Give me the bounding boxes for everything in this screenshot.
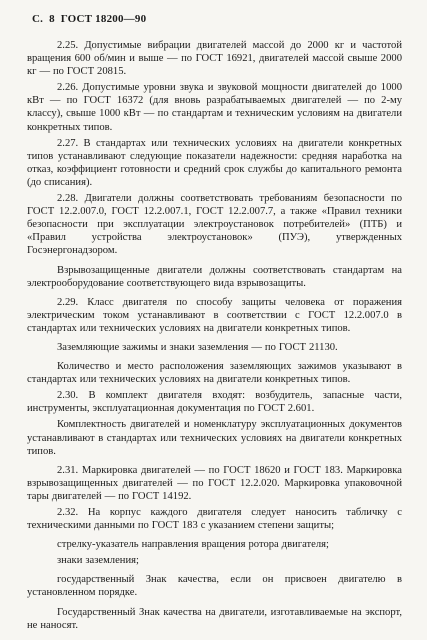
page-header: [32, 13, 402, 25]
document-page: [27, 13, 402, 635]
clause-2-26: 2.26. Допустимые уровни звука и звуковой мощности двигателей до 1000 кВт — по ГОСТ 16372 (для вновь разрабатываемых двигателей — по 2-му классу), свыше 1000 кВт — по стандартам и техническим условиям на двигатели конкретных типов.: [27, 82, 402, 133]
clause-2-30-completeness: Комплектность двигателей и номенклатуру эксплуатационных документов устанавливают в стандартах или технических условиях на двигатели конкретных типов.: [27, 419, 402, 457]
clause-2-32-export: Государственный Знак качества на двигатели, изготавливаемые на экспорт, не наносят.: [27, 606, 402, 631]
page-prefix: С.: [32, 13, 44, 25]
clause-2-29: 2.29. Класс двигателя по способу защиты человека от поражения электрическим током устанавливают в соответствии с ГОСТ 12.2.007.0 в стандартах или технических условиях на двигатели конкретных типов.: [27, 296, 402, 334]
clause-2-32-quality-mark: государственный Знак качества, если он присвоен двигателю в установленном порядке.: [27, 574, 402, 599]
clause-2-28-explosion-proof: Взрывозащищенные двигатели должны соответствовать стандартам на электрооборудование соответствующего вида взрывозащиты.: [27, 264, 402, 289]
clause-2-32: 2.32. На корпус каждого двигателя следует наносить табличку с техническими данными по ГОСТ 183 с указанием степени защиты;: [27, 507, 402, 532]
page-number: 8: [49, 13, 55, 25]
clause-2-30: 2.30. В комплект двигателя входят: возбудитель, запасные части, инструменты, эксплуатационная документация по ГОСТ 2.601.: [27, 390, 402, 415]
clause-2-32-grounding-signs: знаки заземления;: [57, 555, 139, 567]
clause-2-25: 2.25. Допустимые вибрации двигателей массой до 2000 кг и частотой вращения 600 об/мин и выше — по ГОСТ 16921, двигателей массой свыше 2000 кг — по ГОСТ 20815.: [27, 40, 402, 78]
clause-2-32-arrow: стрелку-указатель направления вращения ротора двигателя;: [57, 539, 329, 551]
clause-2-31: 2.31. Маркировка двигателей — по ГОСТ 18620 и ГОСТ 183. Маркировка взрывозащищенных двигателей — по ГОСТ 12.2.020. Маркировка упаковочной тары двигателей — по ГОСТ 14192.: [27, 464, 402, 502]
clause-2-27: 2.27. В стандартах или технических условиях на двигатели конкретных типов устанавливают следующие показатели надежности: средняя наработка на отказ, коэффициент готовности и средний срок службы до капитального ремонта (до списания).: [27, 137, 402, 188]
clause-2-28: 2.28. Двигатели должны соответствовать требованиям безопасности по ГОСТ 12.2.007.0, ГОСТ 12.2.007.1, ГОСТ 12.2.007.7, а также «Правил техники безопасности при эксплуатации электроустановок потребителей» (ПТБ) и «Правил устройства электроустановок» (ПУЭ), утвержденных Госэнергонадзором.: [27, 193, 402, 257]
standard-code: ГОСТ 18200—90: [60, 13, 147, 25]
clause-2-29-grounding: Заземляющие зажимы и знаки заземления — по ГОСТ 21130.: [57, 341, 338, 353]
clause-2-29-grounding-count: Количество и место расположения заземляющих зажимов указывают в стандартах или технических условиях на двигатели конкретных типов.: [27, 361, 402, 386]
